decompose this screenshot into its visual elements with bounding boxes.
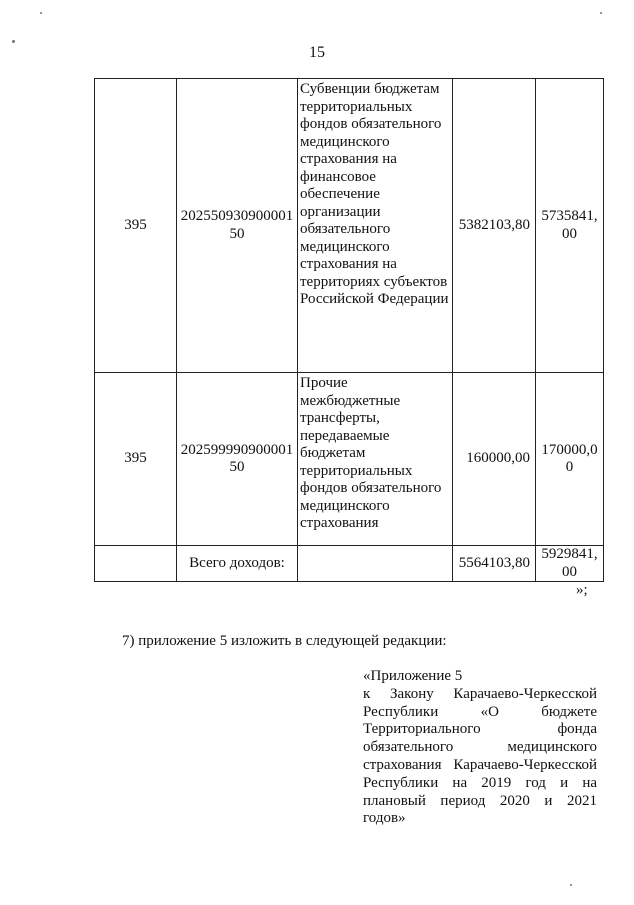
amount-2020-cell: 160000,00 xyxy=(453,373,536,546)
admin-code-cell: 395 xyxy=(95,79,177,373)
appendix-reference-text: к Закону Карачаево-Черкесской Республики «О бюджете Территориального фонда обязательного медицинского страхования Карачаево-Черкесской Республики на 2019 год и на плановый период 2020 и 2021 годов» xyxy=(363,685,597,827)
scan-speck xyxy=(40,12,42,14)
total-2020-cell: 5564103,80 xyxy=(453,546,536,582)
scan-speck xyxy=(12,40,15,43)
admin-code-cell: 395 xyxy=(95,373,177,546)
empty-cell xyxy=(95,546,177,582)
empty-cell xyxy=(298,546,453,582)
kbk-code-cell: 20255093090000150 xyxy=(177,79,298,373)
total-row xyxy=(95,546,604,582)
scan-speck xyxy=(600,12,602,14)
revenue-name-cell: Субвенции бюджетам территориальных фондов обязательного медицинского страхования на финансовое обеспечение организации обязательного медицинского страхования на территориях субъектов Российской Федерации xyxy=(298,79,453,373)
revenue-name-cell: Прочие межбюджетные трансферты, передаваемые бюджетам территориальных фондов обязательного медицинского страхования xyxy=(298,373,453,546)
table-row xyxy=(95,373,604,546)
amount-2020-cell: 5382103,80 xyxy=(453,79,536,373)
amount-2021-cell: 170000,00 xyxy=(536,373,604,546)
total-2021-cell: 5929841,00 xyxy=(536,546,604,582)
scan-speck xyxy=(570,884,572,886)
total-label-cell: Всего доходов: xyxy=(177,546,298,582)
table-row xyxy=(95,79,604,373)
amount-2021-cell: 5735841,00 xyxy=(536,79,604,373)
kbk-code-cell: 20259999090000150 xyxy=(177,373,298,546)
closing-quote: »; xyxy=(576,582,588,598)
page-number: 15 xyxy=(309,44,325,61)
appendix-title: «Приложение 5 xyxy=(363,668,463,684)
revenue-table xyxy=(94,78,604,582)
appendix-header xyxy=(363,668,597,828)
amendment-item-7: 7) приложение 5 изложить в следующей редакции: xyxy=(122,633,447,649)
